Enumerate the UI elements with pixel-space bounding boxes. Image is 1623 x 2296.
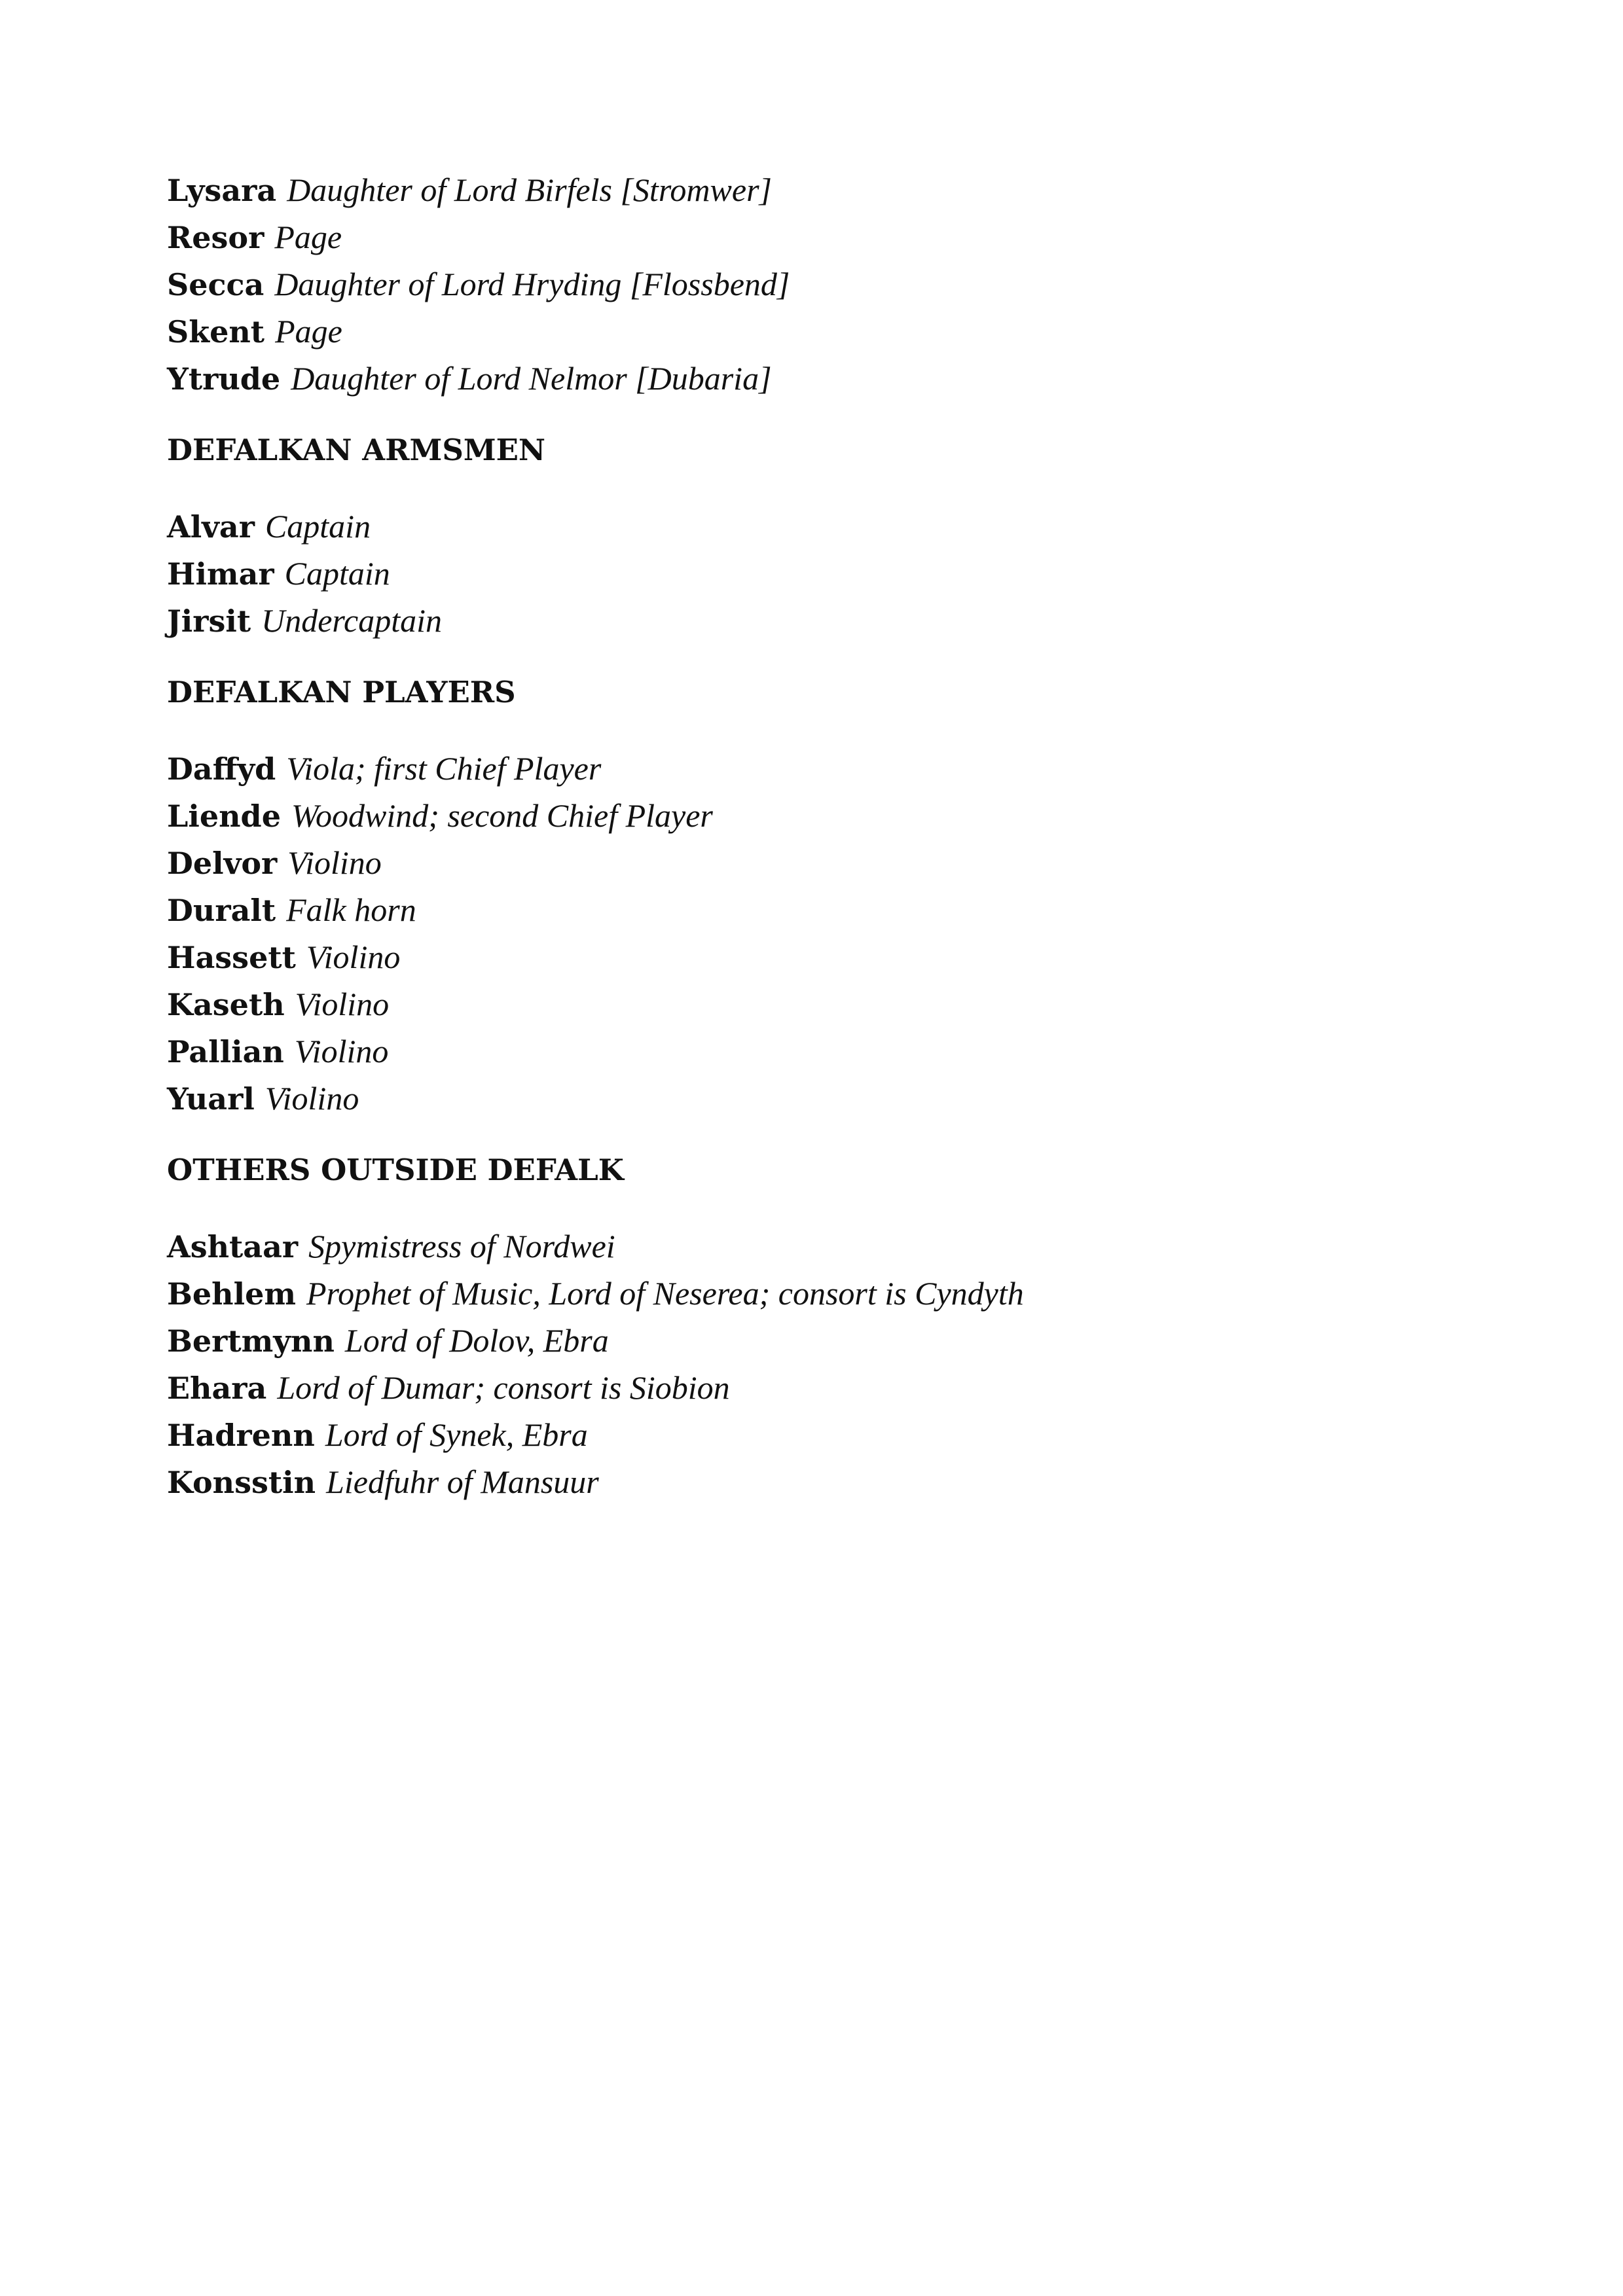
character-name: Konsstin [167, 1465, 316, 1500]
character-name: Ytrude [167, 361, 281, 397]
character-description: Woodwind; second Chief Player [291, 797, 713, 834]
character-entry [167, 745, 1476, 792]
character-description: Liedfuhr of Mansuur [326, 1463, 599, 1500]
section-continued [167, 166, 1476, 402]
character-entry [167, 355, 1476, 402]
character-description: Spymistress of Nordwei [308, 1228, 615, 1265]
character-entry [167, 1028, 1476, 1075]
character-description: Daughter of Lord Nelmor [Dubaria] [291, 360, 772, 397]
character-name: Behlem [167, 1276, 297, 1312]
character-entry [167, 980, 1476, 1028]
character-entry [167, 503, 1476, 550]
character-description: Falk horn [286, 891, 416, 928]
section-others-outside-defalk [167, 1147, 1476, 1505]
character-description: Prophet of Music, Lord of Neserea; consort is Cyndyth [306, 1275, 1024, 1312]
character-description: Lord of Dumar; consort is Siobion [277, 1369, 730, 1406]
character-entry [167, 886, 1476, 933]
character-description: Violino [294, 1033, 389, 1069]
character-entry [167, 1317, 1476, 1364]
character-entry [167, 166, 1476, 213]
character-name: Hassett [167, 940, 296, 975]
character-description: Lord of Synek, Ebra [325, 1416, 588, 1453]
character-entry [167, 308, 1476, 355]
character-name: Secca [167, 267, 264, 302]
character-description: Captain [284, 555, 390, 592]
character-name: Pallian [167, 1034, 284, 1069]
character-name: Bertmynn [167, 1323, 335, 1359]
character-description: Lord of Dolov, Ebra [344, 1322, 609, 1359]
character-name: Ehara [167, 1371, 267, 1406]
character-description: Violino [264, 1080, 359, 1117]
character-name: Himar [167, 556, 274, 592]
section-defalkan-players [167, 669, 1476, 1122]
character-name: Hadrenn [167, 1418, 315, 1453]
character-description: Violino [295, 986, 390, 1022]
character-name: Daffyd [167, 751, 276, 787]
character-name: Liende [167, 798, 281, 834]
character-description: Violino [306, 939, 401, 975]
character-entry [167, 1075, 1476, 1122]
character-entry [167, 1458, 1476, 1505]
character-name: Alvar [167, 509, 255, 545]
character-description: Page [274, 219, 342, 255]
character-entry [167, 550, 1476, 597]
character-entry [167, 1364, 1476, 1411]
character-entry [167, 839, 1476, 886]
character-description: Daughter of Lord Birfels [Stromwer] [287, 171, 772, 208]
section-defalkan-armsmen [167, 427, 1476, 644]
character-name: Delvor [167, 846, 278, 881]
character-entry [167, 213, 1476, 260]
character-name: Yuarl [167, 1081, 255, 1117]
document-page [167, 166, 1476, 1505]
character-entry [167, 1270, 1476, 1317]
character-entry [167, 1223, 1476, 1270]
character-entry [167, 792, 1476, 839]
character-name: Lysara [167, 173, 277, 208]
character-description: Viola; first Chief Player [286, 750, 602, 787]
character-name: Resor [167, 220, 264, 255]
section-heading: OTHERS OUTSIDE DEFALK [167, 1153, 624, 1187]
character-name: Kaseth [167, 987, 285, 1022]
character-name: Ashtaar [167, 1229, 299, 1265]
character-name: Duralt [167, 893, 276, 928]
character-entry [167, 260, 1476, 308]
character-description: Page [275, 313, 342, 350]
character-description: Daughter of Lord Hryding [Flossbend] [274, 266, 790, 302]
character-description: Captain [264, 508, 371, 545]
character-name: Skent [167, 314, 265, 350]
section-heading: DEFALKAN ARMSMEN [167, 433, 546, 467]
character-entry [167, 597, 1476, 644]
character-entry [167, 1411, 1476, 1458]
character-description: Undercaptain [261, 602, 442, 639]
character-entry [167, 933, 1476, 980]
character-description: Violino [287, 844, 382, 881]
character-name: Jirsit [167, 603, 251, 639]
section-heading: DEFALKAN PLAYERS [167, 675, 516, 709]
